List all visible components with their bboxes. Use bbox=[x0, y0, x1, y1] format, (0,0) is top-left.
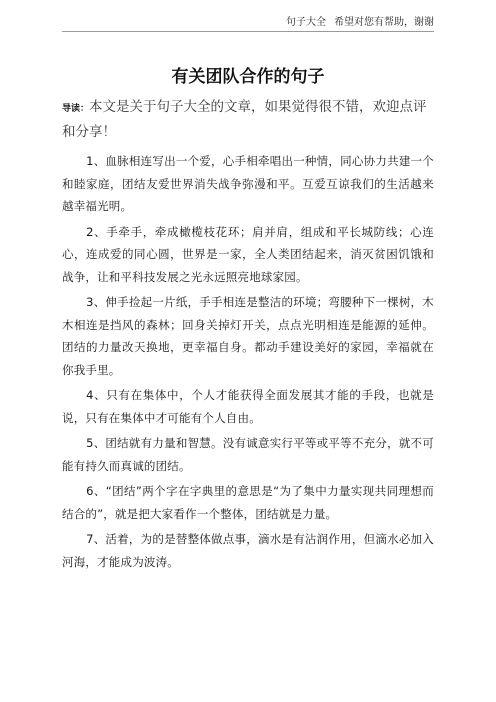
sentence-paragraph-5: 5、团结就有力量和智慧。没有诚意实行平等或平等不充分，就不可能有持久而真诚的团结。 bbox=[62, 436, 434, 473]
sentence-paragraph-6: 6、“团结”两个字在字典里的意思是“为了集中力量实现共同理想而结合的”，就是把大家看作一个整体，团结就是力量。 bbox=[62, 484, 434, 521]
intro-paragraph bbox=[62, 96, 434, 144]
sentence-paragraph-7: 7、活着，为的是替整体做点事，滴水是有沾润作用，但滴水必加入河海，才能成为波涛。 bbox=[62, 532, 434, 569]
page-header bbox=[62, 14, 434, 32]
document-body bbox=[62, 96, 434, 576]
sentence-paragraph-1: 1、血脉相连写出一个爱，心手相牵唱出一种情，同心协力共建一个和睦家庭，团结友爱世界消失战争弥漫和平。互爱互谅我们的生活越来越幸福光明。 bbox=[62, 154, 434, 213]
page-title: 有关团队合作的句子 bbox=[171, 67, 325, 87]
sentence-paragraph-3: 3、伸手捡起一片纸，手手相连是整洁的环境；弯腰种下一棵树，木木相连是挡风的森林；回身关掉灯开关，点点光明相连是能源的延伸。团结的力量改天换地，更幸福自身。都动手建设美好的家园，幸福就在你我手里。 bbox=[62, 295, 434, 377]
header-left-text: 句子大全 bbox=[286, 17, 326, 28]
intro-lead: 导读： bbox=[62, 104, 90, 114]
sentence-paragraph-4: 4、只有在集体中，个人才能获得全面发展其才能的手段，也就是说，只有在集体中才可能有个人自由。 bbox=[62, 388, 434, 425]
header-right-text: 希望对您有帮助，谢谢 bbox=[334, 17, 434, 28]
sentence-paragraph-2: 2、手牵手，牵成橄榄枝花环；肩并肩，组成和平长城防线；心连心，连成爱的同心圆，世界是一家，全人类团结起来，消灭贫困饥饿和战争，让和平科技发展之光永远照亮地球家园。 bbox=[62, 224, 434, 284]
intro-text: 本文是关于句子大全的文章，如果觉得很不错，欢迎点评和分享！ bbox=[62, 99, 427, 140]
